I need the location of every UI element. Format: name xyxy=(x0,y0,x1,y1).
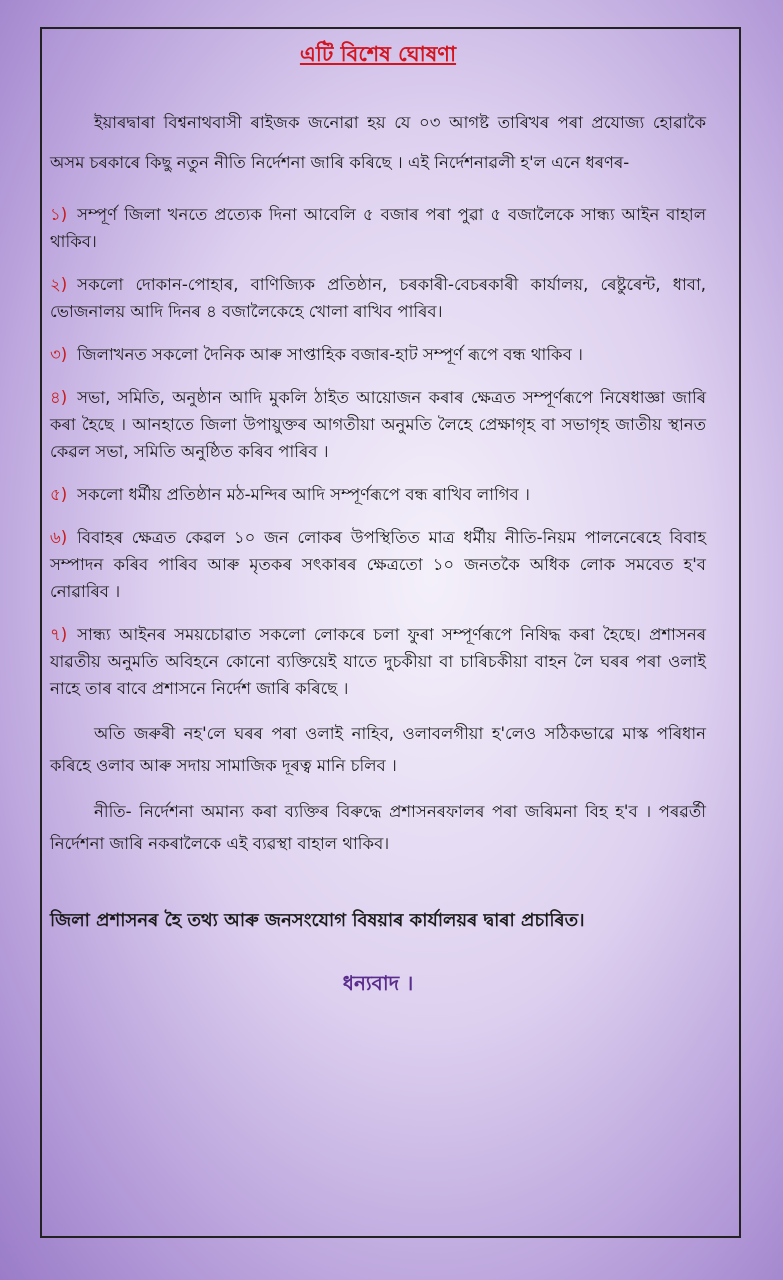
directive-text: বিবাহৰ ক্ষেত্ৰত কেৱল ১০ জন লোকৰ উপস্থিতিত মাত্ৰ ধৰ্মীয় নীতি-নিয়ম পালনেৰেহে বিবাহ সম্পাদন কৰিব পাৰিব আৰু মৃতকৰ সৎকাৰৰ ক্ষেত্ৰতো ১০ জনতকৈ অধিক লোক সমবেত হ'ব নোৱাৰিব । xyxy=(50,528,706,601)
directive-number: ৪) xyxy=(50,388,68,407)
intro-text: ইয়াৰদ্বাৰা বিশ্বনাথবাসী ৰাইজক জনোৱা হয় যে ০৩ আগষ্ট তাৰিখৰ পৰা প্ৰযোজ্য হোৱাকৈ অসম চৰকাৰে কিছু নতুন নীতি নিৰ্দেশনা জাৰি কৰিছে । এই নিৰ্দেশনাৱলী হ'ল এনে ধৰণৰ- xyxy=(50,113,706,172)
directive-item-6 xyxy=(46,524,710,605)
thanks-text: ধন্যবাদ । xyxy=(342,971,414,995)
directive-item-2 xyxy=(46,271,710,325)
directive-number: ৩) xyxy=(50,345,68,364)
notice-title: এটি বিশেষ ঘোষণা xyxy=(299,42,457,66)
directive-number: ২) xyxy=(50,275,68,294)
advisory-text: অতি জৰুৰী নহ'লে ঘৰৰ পৰা ওলাই নাহিব, ওলাবলগীয়া হ'লেও সঠিকভাৱে মাস্ক পৰিধান কৰিহে ওলাব আৰু সদায় সামাজিক দূৰত্ব মানি চলিব । xyxy=(50,724,706,775)
directive-number: ৭) xyxy=(50,625,68,644)
directive-number: ১) xyxy=(50,205,68,224)
directive-text: সকলো ধৰ্মীয় প্ৰতিষ্ঠান মঠ-মন্দিৰ আদি সম্পূৰ্ণৰূপে বন্ধ ৰাখিব লাগিব । xyxy=(77,485,530,504)
directive-item-7 xyxy=(46,621,710,702)
directive-item-3 xyxy=(46,341,710,368)
directive-number: ৬) xyxy=(50,528,68,547)
directive-number: ৫) xyxy=(50,485,68,504)
directive-text: সভা, সমিতি, অনুষ্ঠান আদি মুকলি ঠাইত আয়োজন কৰাৰ ক্ষেত্ৰত সম্পূৰ্ণৰূপে নিষেধাজ্ঞা জাৰি কৰা হৈছে । আনহাতে জিলা উপায়ুক্তৰ আগতীয়া অনুমতি লৈহে প্ৰেক্ষাগৃহ বা সভাগৃহ জাতীয় স্থানত কেৱল সভা, সমিতি অনুষ্ঠিত কৰিব পাৰিব । xyxy=(50,388,706,461)
directive-text: সম্পূৰ্ণ জিলা খনতে প্ৰত্যেক দিনা আবেলি ৫ বজাৰ পৰা পুৱা ৫ বজালৈকে সান্ধ্য আইন বাহাল থাকিব। xyxy=(50,205,706,251)
directive-text: সকলো দোকান-পোহাৰ, বাণিজ্যিক প্ৰতিষ্ঠান, চৰকাৰী-বেচৰকাৰী কাৰ্যালয়, ৰেষ্টুৰেন্ট, ধাবা, ভোজনালয় আদি দিনৰ ৪ বজালৈকেহে খোলা ৰাখিব পাৰিব। xyxy=(50,275,706,321)
intro-paragraph xyxy=(46,103,710,183)
directive-item-4 xyxy=(46,384,710,465)
penalty-paragraph xyxy=(46,796,710,860)
issuer-note: জিলা প্ৰশাসনৰ হৈ তথ্য আৰু জনসংযোগ বিষয়াৰ কাৰ্যালয়ৰ দ্বাৰা প্ৰচাৰিত। xyxy=(50,910,585,931)
directive-item-1 xyxy=(46,201,710,255)
directive-item-5 xyxy=(46,481,710,508)
directive-text: জিলাখনত সকলো দৈনিক আৰু সাপ্তাহিক বজাৰ-হাট সম্পূৰ্ণ ৰূপে বন্ধ থাকিব । xyxy=(77,345,583,364)
directive-text: সান্ধ্য আইনৰ সময়চোৱাত সকলো লোকৰে চলা ফুৰা সম্পূৰ্ণৰূপে নিষিদ্ধ কৰা হৈছে। প্ৰশাসনৰ যাৱতীয় অনুমতি অবিহনে কোনো ব্যক্তিয়েই যাতে দুচকীয়া বা চাৰিচকীয়া বাহন লৈ ঘৰৰ পৰা ওলাই নাহে তাৰ বাবে প্ৰশাসনে নিৰ্দেশ জাৰি কৰিছে । xyxy=(50,625,706,698)
advisory-paragraph xyxy=(46,718,710,782)
penalty-text: নীতি- নিৰ্দেশনা অমান্য কৰা ব্যক্তিৰ বিৰুদ্ধে প্ৰশাসনৰফালৰ পৰা জৰিমনা বিহ হ'ব । পৰৱৰ্তী নিৰ্দেশনা জাৰি নকৰালৈকে এই ব্যৱস্থা বাহাল থাকিব। xyxy=(50,802,706,853)
notice-content xyxy=(46,30,710,1002)
